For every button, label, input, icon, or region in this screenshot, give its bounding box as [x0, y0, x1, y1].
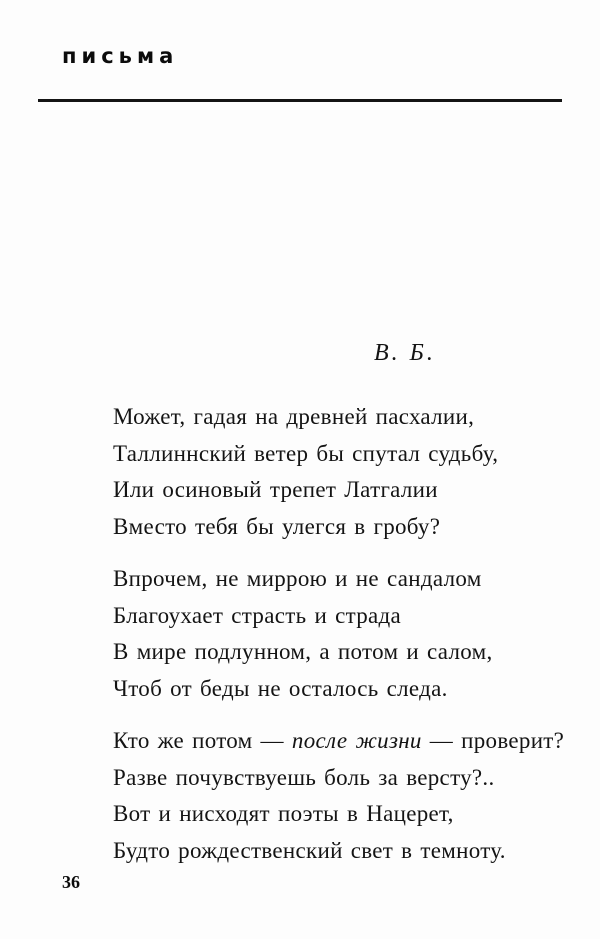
- stanza-2: [113, 561, 563, 707]
- page-number: 36: [62, 872, 80, 892]
- poem-line: Может, гадая на древней пасхалии,: [113, 404, 475, 429]
- poem-line: [113, 723, 563, 760]
- poem-line: Благоухает страсть и страда: [113, 602, 402, 628]
- running-head: письма: [62, 44, 179, 68]
- line-segment: — проверит?: [421, 728, 565, 753]
- poem-line: Разве почувствуешь боль за версту?..: [113, 764, 495, 790]
- poem-line: Будто рождественский свет в темноту.: [113, 837, 506, 863]
- line-segment-italic: после жизни: [291, 728, 422, 753]
- poem-line: Впрочем, не миррою и не сандалом: [113, 566, 482, 591]
- poem-line: В мире подлунном, а потом и салом,: [113, 639, 493, 664]
- dedication: В. Б.: [374, 340, 436, 366]
- poem: [113, 399, 563, 885]
- poem-line: Таллиннский ветер бы спутал судьбу,: [113, 440, 499, 466]
- poem-line: Вместо тебя бы улегся в гробу?: [113, 513, 441, 539]
- line-segment: Кто же потом —: [113, 728, 292, 753]
- header-rule: [38, 99, 562, 102]
- poem-line: Или осиновый трепет Латгалии: [113, 477, 438, 502]
- poem-line: Вот и нисходят поэты в Нацерет,: [113, 801, 454, 826]
- poem-line: Чтоб от беды не осталось следа.: [113, 675, 448, 701]
- stanza-3: [113, 723, 563, 869]
- stanza-1: [113, 399, 563, 545]
